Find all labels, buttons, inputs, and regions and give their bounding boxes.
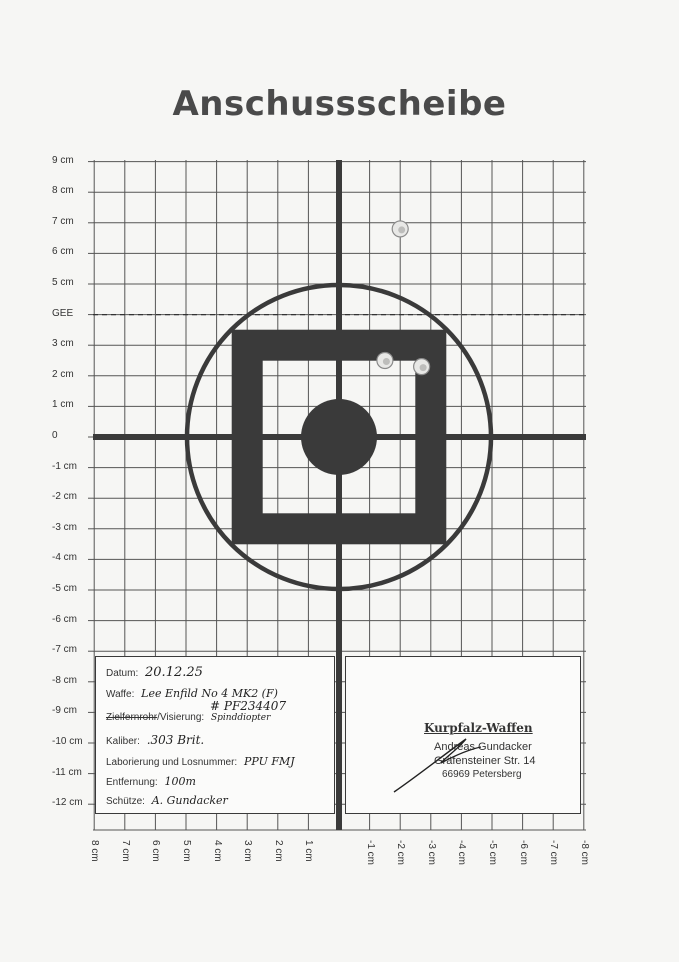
laborierung-value: PPU FMJ: [243, 755, 295, 768]
y-tick-label: 6 cm: [52, 246, 74, 258]
x-tick-label: 4 cm: [211, 840, 223, 862]
datum-label: Datum:: [106, 668, 139, 679]
page-title: Anschussscheibe: [172, 84, 507, 124]
y-tick-label: 7 cm: [52, 215, 74, 227]
y-tick-label: -1 cm: [52, 460, 77, 472]
form-row-kaliber: [106, 733, 204, 747]
datum-value: 20.12.25: [145, 665, 203, 680]
y-tick-label: -5 cm: [52, 583, 77, 594]
x-tick-label: -6 cm: [517, 840, 529, 865]
y-tick-label: 2 cm: [52, 368, 74, 380]
y-tick-label: 0: [52, 430, 58, 441]
y-tick-label: 5 cm: [52, 277, 74, 288]
x-tick-label: -8 cm: [578, 840, 590, 865]
y-tick-label: -3 cm: [52, 521, 77, 533]
y-tick-label: -7 cm: [52, 644, 77, 656]
stamp-name: Andreas Gundacker: [434, 741, 532, 753]
schuetze-label: Schütze:: [106, 796, 145, 807]
form-row-datum: [106, 665, 203, 680]
x-tick-label: 5 cm: [181, 840, 192, 862]
schuetze-value: A. Gundacker: [151, 794, 228, 807]
y-tick-label: GEE: [52, 307, 74, 319]
zielfernrohr-label: Zielfernrohr: [106, 712, 158, 723]
y-tick-label: 8 cm: [52, 185, 74, 197]
visierung-value: Spinddiopter: [211, 713, 271, 723]
entfernung-value: 100m: [164, 775, 196, 788]
x-tick-label: -3 cm: [425, 840, 437, 865]
y-tick-label: 3 cm: [52, 338, 74, 350]
kaliber-value: .303 Brit.: [146, 733, 205, 747]
y-tick-label: -4 cm: [52, 552, 77, 564]
serial-value: # PF234407: [210, 699, 287, 713]
form-row-entfernung: [106, 775, 196, 788]
form-row-laborierung: [106, 755, 295, 768]
stamp-street: Gräfensteiner Str. 14: [434, 755, 536, 767]
signature: [346, 657, 580, 813]
x-tick-label: -4 cm: [456, 840, 468, 865]
x-tick-label: 7 cm: [119, 840, 131, 862]
kaliber-label: Kaliber:: [106, 736, 140, 747]
stamp-company: Kurpfalz-Waffen: [424, 721, 533, 735]
x-tick-label: 8 cm: [89, 840, 101, 862]
y-tick-label: 9 cm: [52, 154, 74, 166]
x-tick-label: 3 cm: [242, 840, 254, 862]
y-tick-label: -2 cm: [52, 491, 77, 503]
form-row-serial: [206, 699, 286, 713]
x-tick-label: 1 cm: [303, 840, 315, 862]
waffe-value: Lee Enfild No 4 MK2 (F): [141, 687, 278, 700]
stamp-city: 66969 Petersberg: [442, 769, 522, 780]
y-tick-label: -8 cm: [52, 674, 77, 686]
y-tick-label: -12 cm: [52, 797, 83, 809]
form-row-schuetze: [106, 794, 228, 807]
waffe-label: Waffe:: [106, 689, 135, 700]
stamp-box: [345, 656, 581, 814]
entfernung-label: Entfernung:: [106, 777, 158, 788]
shot-hole-center: [383, 358, 390, 365]
bullseye: [301, 399, 377, 475]
x-tick-label: -2 cm: [395, 840, 407, 865]
x-tick-label: 6 cm: [150, 840, 162, 862]
y-tick-label: -10 cm: [52, 736, 83, 747]
x-tick-label: -1 cm: [364, 840, 376, 865]
y-tick-label: -9 cm: [52, 705, 77, 717]
y-tick-label: 1 cm: [52, 399, 74, 411]
shot-hole-center: [398, 226, 405, 233]
y-tick-label: -6 cm: [52, 613, 77, 625]
x-tick-label: -7 cm: [548, 840, 560, 865]
laborierung-label: Laborierung und Losnummer:: [106, 757, 238, 768]
y-tick-label: -11 cm: [52, 766, 82, 778]
form-row-visierung: [106, 712, 270, 723]
info-form: [95, 656, 335, 814]
x-tick-label: -5 cm: [487, 840, 498, 865]
visierung-label: /Visierung:: [157, 712, 205, 723]
shot-hole-center: [420, 364, 427, 371]
x-tick-label: 2 cm: [272, 840, 284, 862]
